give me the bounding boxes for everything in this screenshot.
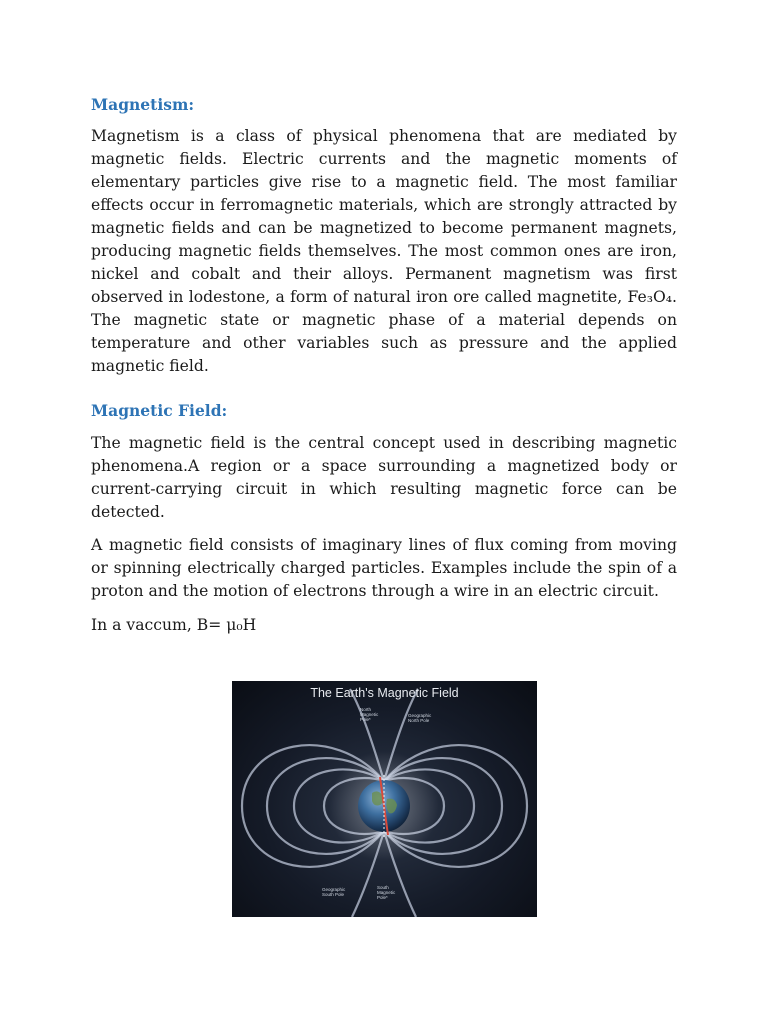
field-lines-diagram <box>232 681 537 917</box>
label-south-magnetic-pole: South Magnetic Pole* <box>377 885 396 900</box>
label-geographic-south-pole: Geographic South Pole <box>322 887 346 897</box>
paragraph-magnetism: Magnetism is a class of physical phenomena that are mediated by magnetic fields. Electric currents and the magnetic moments of elementary particles give rise to a magnetic field. The most familiar effects occur in ferromagnetic materials, which are strongly attracted by magnetic fields and can be magnetized to become permanent magnets, producing magnetic fields themselves. The most common ones are iron, nickel and cobalt and their alloys. Permanent magnetism was first observed in lodestone, a form of natural iron ore called magnetite, Fe₃O₄. The magnetic state or magnetic phase of a material depends on temperature and other variables such as pressure and the applied magnetic field. <box>91 127 677 375</box>
label-north-magnetic-pole: North Magnetic Pole* <box>360 707 379 722</box>
figure-title: The Earth's Magnetic Field <box>310 686 459 700</box>
earth-magnetic-field-figure <box>232 681 537 917</box>
label-geographic-north-pole: Geographic North Pole <box>408 713 432 723</box>
formula-vacuum: In a vaccum, B= μ₀H <box>91 616 257 634</box>
paragraph-magnetic-field-definition: The magnetic field is the central concept used in describing magnetic phenomena.A region or a space surrounding a magnetized body or current-carrying circuit in which resulting magnetic force can be detected. <box>91 434 677 521</box>
section-heading-magnetism: Magnetism: <box>91 95 195 114</box>
section-heading-magnetic-field: Magnetic Field: <box>91 401 228 420</box>
paragraph-magnetic-field-flux: A magnetic field consists of imaginary lines of flux coming from moving or spinning electrically charged particles. Examples include the spin of a proton and the motion of electrons through a wire in an electric circuit. <box>91 536 677 600</box>
